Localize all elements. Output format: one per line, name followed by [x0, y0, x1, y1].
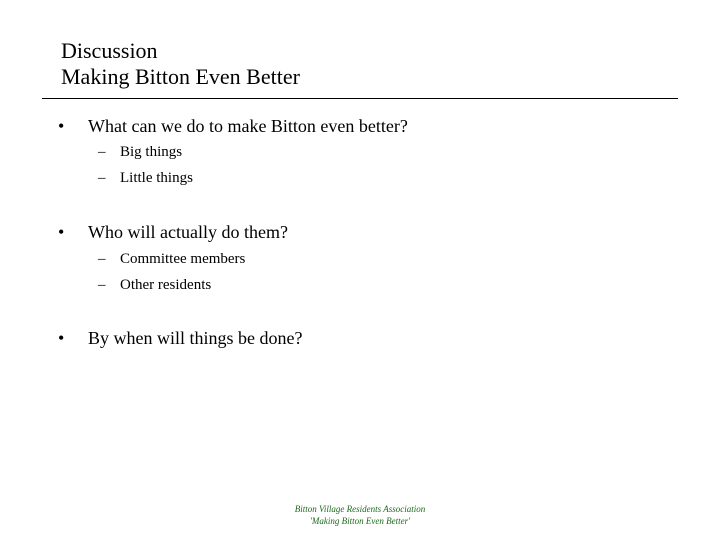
title-line-1: Discussion	[61, 38, 158, 63]
bullet-item	[58, 327, 302, 349]
bullet-glyph: •	[58, 328, 65, 348]
dash-glyph: –	[98, 144, 106, 160]
bullet-text: Who will actually do them?	[88, 222, 288, 242]
sub-bullet-item	[98, 250, 245, 268]
title-line-2: Making Bitton Even Better	[61, 64, 300, 89]
bullet-glyph: •	[58, 116, 65, 136]
slide-footer	[0, 503, 720, 527]
bullet-text: What can we do to make Bitton even better?	[88, 116, 408, 136]
title-divider	[42, 98, 678, 99]
sub-bullet-item	[98, 169, 193, 187]
bullet-item	[58, 115, 408, 137]
dash-glyph: –	[98, 170, 106, 186]
footer-line-2: 'Making Bitton Even Better'	[309, 516, 411, 526]
sub-bullet-text: Committee members	[120, 251, 246, 267]
footer-line-1: Bitton Village Residents Association	[294, 504, 426, 514]
bullet-glyph: •	[58, 222, 65, 242]
sub-bullet-text: Little things	[120, 170, 193, 186]
bullet-item	[58, 221, 288, 243]
sub-bullet-text: Big things	[120, 144, 183, 160]
slide-title	[61, 38, 300, 90]
dash-glyph: –	[98, 251, 106, 267]
sub-bullet-item	[98, 276, 211, 294]
sub-bullet-text: Other residents	[120, 277, 212, 293]
sub-bullet-item	[98, 143, 182, 161]
bullet-text: By when will things be done?	[88, 328, 303, 348]
dash-glyph: –	[98, 277, 106, 293]
